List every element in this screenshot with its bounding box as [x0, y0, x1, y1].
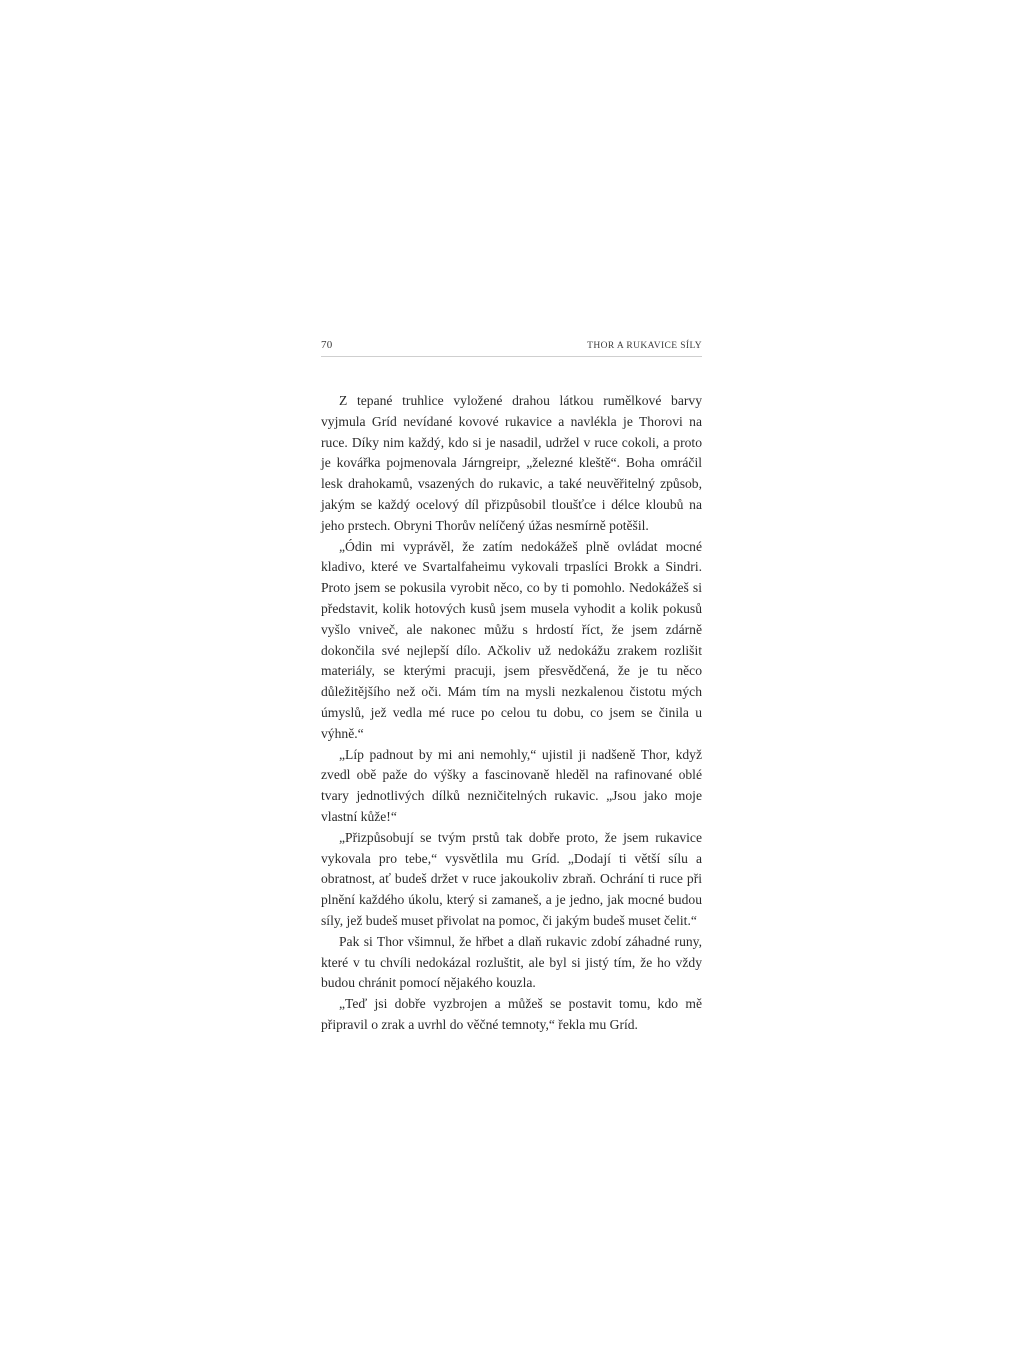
running-title: THOR A RUKAVICE SÍLY [587, 341, 702, 351]
running-head [321, 339, 702, 357]
paragraph: Z tepané truhlice vyložené drahou látkou rumělkové barvy vyjmula Gríd nevídané kovové rukavice a navlékla je Thorovi na ruce. Díky nim každý, kdo si je nasadil, udržel v ruce cokoli, a proto je kovářka pojmenovala Járngreipr, „železné kleště“. Boha omráčil lesk drahokamů, vsazených do rukavic, a také neuvěřitelný způsob, jakým se každý ocelový díl přizpůsobil tloušťce i délce kloubů na jeho prstech. Obryni Thorův nelíčený úžas nesmírně potěšil. [321, 393, 702, 533]
book-page [321, 339, 702, 1036]
paragraph: Pak si Thor všimnul, že hřbet a dlaň rukavic zdobí záhadné runy, které v tu chvíli nedokázal rozluštit, ale byl si jistý tím, že ho vždy budou chránit pomocí nějakého kouzla. [321, 933, 702, 991]
paragraph: „Ódin mi vyprávěl, že zatím nedokážeš plně ovládat mocné kladivo, které ve Svartalfaheimu vykovali trpaslíci Brokk a Sindri. Proto jsem se pokusila vyrobit něco, co by ti pomohlo. Nedokážeš si představit, kolik hotových kusů jsem musela vyhodit a kolik pokusů vyšlo vniveč, ale nakonec můžu s hrdostí říct, že jsem zdárně dokončila své nejlepší dílo. Ačkoliv už nedokážu zrakem rozlišit materiály, se kterými pracuji, jsem přesvědčená, že je tu něco důležitějšího než oči. Mám tím na mysli nezkalenou čistotu mých úmyslů, jež vedla mé ruce po celou tu dobu, co jsem se činila u výhně.“ [321, 538, 702, 741]
paragraph: „Líp padnout by mi ani nemohly,“ ujistil ji nadšeně Thor, když zvedl obě paže do výšky a fascinovaně hleděl na rafinované oblé tvary jednotlivých dílků nezničitelných rukavic. „Jsou jako moje vlastní kůže!“ [321, 746, 702, 824]
body-text [321, 391, 702, 1036]
paragraph: „Teď jsi dobře vyzbrojen a můžeš se postavit tomu, kdo mě připravil o zrak a uvrhl do věčné temnoty,“ řekla mu Gríd. [321, 996, 702, 1032]
paragraph: „Přizpůsobují se tvým prstů tak dobře proto, že jsem rukavice vykovala pro tebe,“ vysvětlila mu Gríd. „Dodají ti větší sílu a obratnost, ať budeš držet v ruce jakoukoliv zbraň. Ochrání ti ruce při plnění každého úkolu, který si zamaneš, a je jedno, jak mocné budou síly, jež budeš muset přivolat na pomoc, či jakým budeš muset čelit.“ [321, 829, 702, 928]
page-number: 70 [321, 339, 333, 351]
